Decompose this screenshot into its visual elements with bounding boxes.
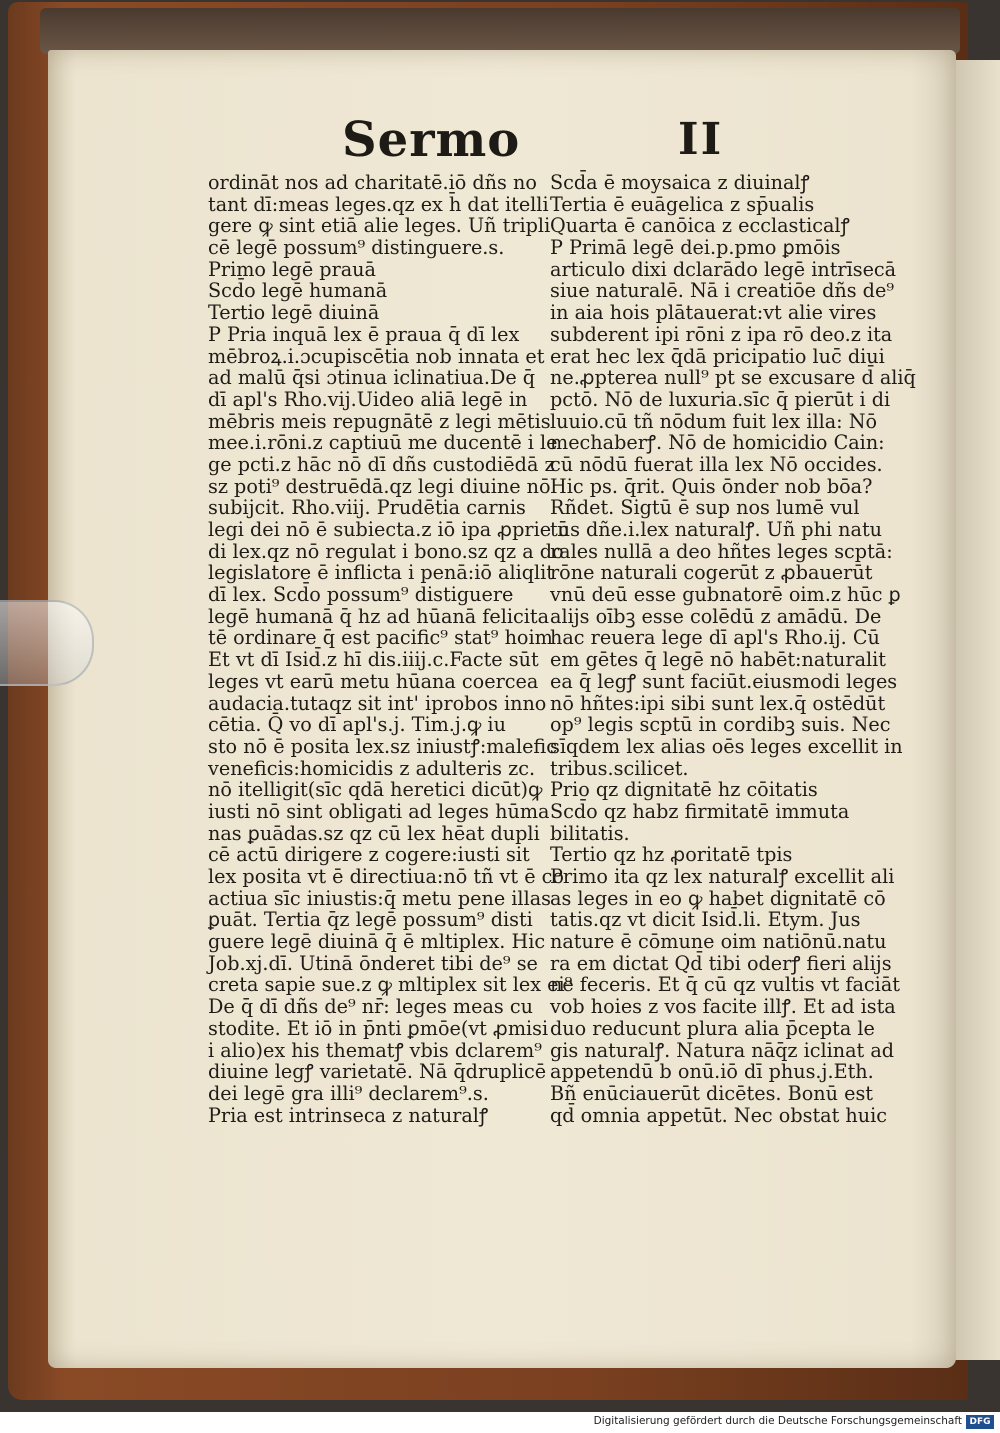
funding-credit: Digitalisierung gefördert durch die Deutsche Forschungsgemeinschaft bbox=[593, 1415, 962, 1427]
text-line: alijs oībꝫ esse colēdū z amādū. De bbox=[550, 604, 882, 628]
text-line: subijcit. Rho.viij. Prudētia carnis bbox=[208, 496, 526, 520]
text-line: mēbris meis repugnātē z legi mētis bbox=[208, 409, 551, 433]
text-line: legē humanā q̄ hz ad hūanā felicita bbox=[208, 604, 550, 628]
text-line: audacia.tutaqz sit int' iprobos inno bbox=[208, 691, 547, 715]
text-line: luuio.cū tñ nōdum fuit lex illa: Nō bbox=[550, 409, 878, 433]
text-line: mee.i.rōni.z captiuū me ducentē i le bbox=[208, 431, 558, 455]
dfg-logo: DFG bbox=[966, 1415, 994, 1429]
text-line: vob hoies z vos facite illꝭ. Et ad ista bbox=[550, 995, 896, 1019]
text-line: stodite. Et iō in p̄nti ꝑmōe(vt ꝓmisi bbox=[208, 1016, 549, 1040]
text-line: ea q̄ legꝭ sunt faciūt.eiusmodi leges bbox=[550, 669, 898, 693]
text-line: guere legē diuinā q̄ ē mltiplex. Hic bbox=[208, 930, 546, 954]
text-line: Scd̄a ē moysaica z diuinalꝭ bbox=[550, 171, 810, 194]
text-line: leges vt earū metu hūana coercea bbox=[208, 669, 539, 693]
text-line: ordināt nos ad charitatē.iō dñs no bbox=[208, 171, 537, 194]
text-line: sz poti⁹ destruēdā.qz legi diuine nō bbox=[208, 474, 551, 498]
text-line: Hic ps. q̄rit. Quis ōnder nob bōa? bbox=[550, 474, 873, 498]
text-line: lex posita vt ē directiua:nō tñ vt ē co bbox=[208, 865, 564, 888]
text-line: dī apl's Rho.vij.Uideo aliā legē in bbox=[208, 387, 528, 411]
text-line: Tertio qz hz ꝓoritatē tpis bbox=[550, 843, 793, 867]
text-line: tatis.qz vt dicit Isid̄.li. Etym. Jus bbox=[550, 908, 861, 932]
text-line: Scd̄o legē humanā bbox=[208, 279, 388, 303]
text-line: actiua sīc iniustis:q̄ metu pene illas bbox=[208, 886, 551, 910]
text-line: diuine legꝭ varietatē. Nā q̄druplicē bbox=[208, 1060, 547, 1084]
text-line: Quarta ē canōica z ecclasticalꝭ bbox=[550, 214, 850, 238]
text-line: Bñ enūciauerūt dicētes. Bonū est bbox=[550, 1081, 874, 1105]
text-line: De q̄ dī dñs de⁹ nr̄: leges meas cu bbox=[208, 995, 533, 1019]
text-line: bilitatis. bbox=[550, 821, 630, 845]
text-line: creta sapie sue.z ꝙ mltiplex sit lex ei⁹ bbox=[208, 973, 573, 997]
text-line: nō itelligit(sīc qdā heretici dicūt)ꝙ bbox=[208, 778, 543, 802]
text-line: nō hñtes:ipi sibi sunt lex.q̄ ostēdūt bbox=[550, 691, 886, 715]
text-line: Tertia ē euāgelica z sp̄ualis bbox=[550, 192, 815, 216]
text-line: tē ordinare q̄ est pacific⁹ stat⁹ hoim bbox=[208, 626, 553, 650]
text-line: P Pria inquā lex ē praua q̄ dī lex bbox=[208, 322, 520, 346]
text-line: Job.xj.dī. Utinā ōnderet tibi de⁹ se bbox=[208, 951, 538, 975]
text-line: nature ē cōmune oim natiōnū.natu bbox=[550, 930, 887, 954]
text-line: Primo ita qz lex naturalꝭ excellit ali bbox=[550, 865, 895, 888]
running-head: Sermo bbox=[342, 112, 521, 168]
text-line: rales nullā a deo hñtes leges scptā: bbox=[550, 539, 893, 563]
text-line: vnū deū esse gubnatorē oim.z hūc ꝑ bbox=[550, 583, 901, 607]
text-line: dī lex. Scd̄o possum⁹ distiguere bbox=[208, 583, 514, 607]
text-line: veneficis:homicidis z adulteris zc. bbox=[208, 756, 536, 780]
text-line: cētia. Q̄ vo dī apl's.j. Tim.j.ꝙ iu bbox=[208, 713, 506, 737]
folio-number: II bbox=[678, 114, 724, 165]
text-line: i alio)ex his thematꝭ vbis dclarem⁹ bbox=[208, 1038, 542, 1062]
text-line: nas ꝑuādas.sz qz cū lex hēat dupli bbox=[208, 821, 540, 845]
text-line: Tertio legē diuinā bbox=[208, 301, 380, 325]
text-line: ꝑuāt. Tertia q̄z legē possum⁹ disti bbox=[208, 908, 533, 932]
glass-clasp-weight bbox=[0, 600, 94, 686]
text-line: Et vt dī Isid̄.z hī dis.iiij.c.Facte sūt bbox=[208, 648, 539, 672]
text-line: ne feceris. Et q̄ cū qz vultis vt faciāt bbox=[550, 973, 900, 997]
text-line: qd̄ omnia appetūt. Nec obstat huic bbox=[550, 1103, 888, 1127]
text-line: erat hec lex q̄dā pricipatio luc̄ diui bbox=[550, 344, 885, 368]
text-line: Pria est intrinseca z naturalꝭ bbox=[208, 1103, 489, 1127]
text-line: articulo dixi dclarādo legē intrīsecā bbox=[550, 257, 897, 281]
text-line: mechaberꝭ. Nō de homicidio Cain: bbox=[550, 431, 885, 455]
text-line: legi dei nō ē subiecta.z iō ipa ꝓprie n̄ bbox=[208, 518, 570, 541]
text-line: ra em dictat Qd̄ tibi oderꝭ fieri alijs bbox=[550, 951, 892, 975]
text-line: appetendū b onū.iō dī phus.j.Eth. bbox=[550, 1060, 874, 1084]
text-line: rōne naturali cogerūt z ꝓbauerūt bbox=[550, 561, 873, 585]
text-line: em gētes q̄ legē nō habēt:naturalit bbox=[550, 648, 886, 672]
text-line: tant dī:meas leges.qz ex h̄ dat itelli bbox=[208, 192, 549, 216]
text-line: cū nōdū fuerat illa lex Nō occides. bbox=[550, 452, 883, 476]
text-line: Primo legē prauā bbox=[208, 257, 376, 281]
text-line: sīqdem lex alias oēs leges excellit in bbox=[550, 734, 903, 758]
text-line: tus dñe.i.lex naturalꝭ. Uñ phi natu bbox=[550, 518, 883, 541]
text-line: duo reducunt plura alia p̄cepta le bbox=[550, 1016, 875, 1040]
text-line: P Primā legē dei.p.pmo ꝑmōis bbox=[550, 236, 841, 260]
text-line: siue naturalē. Nā i creatiōe dñs de⁹ bbox=[550, 279, 895, 303]
binding-top-edge bbox=[40, 8, 960, 54]
text-line: as leges in eo ꝙ habet dignitatē cō bbox=[550, 886, 886, 910]
footer-bar bbox=[0, 1412, 1000, 1433]
text-column-right bbox=[550, 171, 916, 1127]
text-line: gere ꝙ sint etiā alie leges. Uñ tripli bbox=[208, 214, 551, 238]
text-line: pctō. Nō de luxuria.sīc q̄ pierūt i di bbox=[550, 387, 891, 411]
text-line: ad malū q̄si ɔtinua iclinatiua.De q̄ bbox=[208, 366, 536, 390]
text-line: mēbroꝝ.i.ɔcupiscētia nob innata et bbox=[208, 344, 545, 368]
text-column-left bbox=[208, 171, 573, 1127]
facing-page-edge bbox=[952, 60, 1000, 1360]
text-line: hac reuera lege dī apl's Rho.ij. Cū bbox=[550, 626, 880, 650]
text-line: subderent ipi rōni z ipa rō deo.z ita bbox=[550, 322, 893, 346]
text-line: sto nō ē posita lex.sz iniustꝭ:malefic bbox=[208, 734, 557, 758]
text-line: iusti nō sint obligati ad leges hūma bbox=[208, 799, 550, 823]
text-line: legislatore ē inflicta i penā:iō aliqlit bbox=[208, 561, 555, 585]
text-line: di lex.qz nō regulat i bono.sz qz a do bbox=[208, 539, 564, 563]
text-line: ne.ꝓpterea null⁹ pt se excusare d̄ aliq̄ bbox=[550, 366, 916, 390]
text-line: Scd̄o qz habz firmitatē immuta bbox=[550, 799, 850, 823]
text-line: cē legē possum⁹ distinguere.s. bbox=[208, 236, 505, 260]
text-line: op⁹ legis scptū in cordibꝫ suis. Nec bbox=[550, 713, 891, 737]
text-line: in aia hois plātauerat:vt alie vires bbox=[550, 301, 877, 325]
text-line: ge pcti.z hāc nō dī dñs custodiēdā z bbox=[208, 452, 555, 476]
text-line: dei legē gra illi⁹ declarem⁹.s. bbox=[208, 1081, 489, 1105]
text-line: gis naturalꝭ. Natura nāq̄z iclinat ad bbox=[550, 1038, 895, 1062]
text-line: cē actū dirigere z cogere:iusti sit bbox=[208, 843, 530, 867]
text-line: tribus.scilicet. bbox=[550, 756, 689, 780]
text-line: Rñdet. Sigtū ē sup nos lumē vul bbox=[550, 496, 860, 520]
page-header bbox=[0, 112, 1000, 172]
text-line: Prio qz dignitatē hz cōitatis bbox=[550, 778, 818, 802]
